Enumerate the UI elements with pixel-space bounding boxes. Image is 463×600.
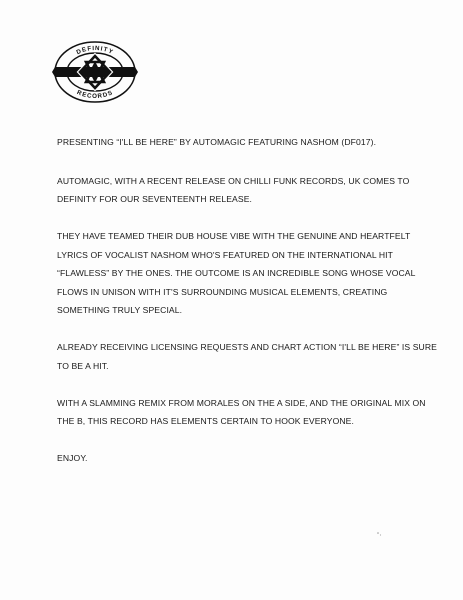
paragraph-artist: AUTOMAGIC, WITH A RECENT RELEASE ON CHILLI FUNK RECORDS, UK COMES TO DEFINITY FOR OUR SEVENTEENTH RELEASE. [57, 175, 410, 204]
scan-speck [375, 530, 383, 538]
paragraph-intro: PRESENTING “I'LL BE HERE” BY AUTOMAGIC FEATURING NASHOM (DF017). [57, 137, 377, 147]
logo-text-bottom: RECORDS [75, 89, 115, 100]
letter-body [57, 133, 442, 486]
definity-records-logo [52, 40, 138, 104]
paragraph-closing: ENJOY. [57, 453, 88, 463]
paragraph-remix: WITH A SLAMMING REMIX FROM MORALES ON THE A SIDE, AND THE ORIGINAL MIX ON THE B, THIS RECORD HAS ELEMENTS CERTAIN TO HOOK EVERYONE. [57, 397, 426, 426]
paragraph-description: THEY HAVE TEAMED THEIR DUB HOUSE VIBE WITH THE GENUINE AND HEARTFELT LYRICS OF VOCALIST NASHOM WHO'S FEATURED ON THE INTERNATIONAL HIT “FLAWLESS” BY THE ONES. THE OUTCOME IS AN INCREDIBLE SONG WHOSE VOCAL FLOWS IN UNISON WITH IT'S SURROUNDING MUSICAL ELEMENTS, CREATING SOMETHING TRULY SPECIAL. [57, 231, 416, 315]
paragraph-licensing: ALREADY RECEIVING LICENSING REQUESTS AND CHART ACTION “I'LL BE HERE” IS SURE TO BE A HIT. [57, 342, 437, 371]
logo-text-top: DEFINITY [75, 44, 115, 57]
